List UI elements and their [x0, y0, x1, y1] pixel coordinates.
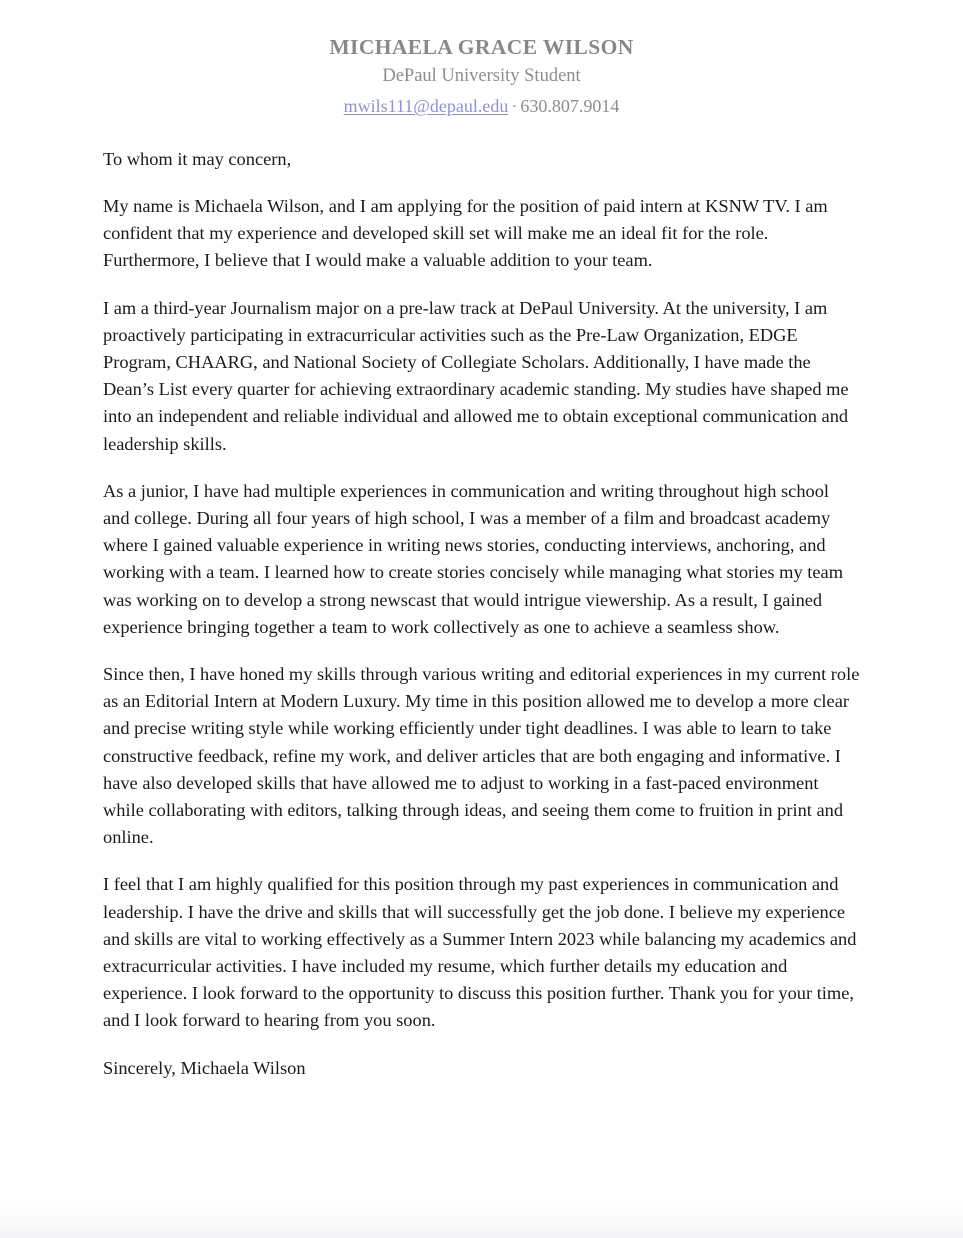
letterhead-subtitle: DePaul University Student — [382, 65, 581, 86]
letterhead-contact-line — [0, 93, 963, 119]
letter-paragraph: Since then, I have honed my skills through various writing and editorial experiences in my current role as an Editorial Intern at Modern Luxury. My time in this position allowed me to develop a more clear and precise writing style while working efficiently under tight deadlines. I was able to learn to take constructive feedback, refine my work, and deliver articles that are both engaging and informative. I have also developed skills that have allowed me to adjust to working in a fast-paced environment while collaborating with editors, talking through ideas, and seeing them come to fruition in print and online. — [103, 664, 860, 848]
email-link[interactable]: mwils111@depaul.edu — [343, 95, 509, 116]
letter-paragraph: My name is Michaela Wilson, and I am applying for the position of paid intern at KSNW TV. I am confident that my experience and developed skill set will make me an ideal fit for the role. Furthermore, I believe that I would make a valuable addition to your team. — [103, 195, 828, 271]
letterhead — [0, 0, 963, 119]
letter-paragraph: I am a third-year Journalism major on a pre-law track at DePaul University. At the university, I am proactively participating in extracurricular activities such as the Pre-Law Organization, EDGE Program, CHAARG, and National Society of Collegiate Scholars. Additionally, I have made the Dean’s List every quarter for achieving extraordinary academic standing. My studies have shaped me into an independent and reliable individual and allowed me to obtain exceptional communication and leadership skills. — [103, 297, 849, 454]
page-edge-shadow — [0, 1198, 963, 1238]
closing-signature: Sincerely, Michaela Wilson — [103, 1057, 306, 1078]
contact-separator: · — [511, 95, 518, 116]
salutation: To whom it may concern, — [103, 148, 292, 169]
letter-body — [103, 119, 860, 1082]
letter-paragraph: As a junior, I have had multiple experiences in communication and writing throughout high school and college. During all four years of high school, I was a member of a film and broadcast academy where I gained valuable experience in writing news stories, conducting interviews, anchoring, and working with a team. I learned how to create stories concisely while managing what stories my team was working on to develop a strong newscast that would intrigue viewership. As a result, I gained experience bringing together a team to work collectively as one to achieve a seamless show. — [103, 480, 843, 637]
phone-number: 630.807.9014 — [520, 95, 620, 116]
letterhead-name: MICHAELA GRACE WILSON — [329, 35, 634, 59]
letter-paragraph: I feel that I am highly qualified for this position through my past experiences in communication and leadership. I have the drive and skills that will successfully get the job done. I believe my experience and skills are vital to working effectively as a Summer Intern 2023 while balancing my academics and extracurricular activities. I have included my resume, which further details my education and experience. I look forward to the opportunity to discuss this position further. Thank you for your time, and I look forward to hearing from you soon. — [103, 874, 857, 1031]
